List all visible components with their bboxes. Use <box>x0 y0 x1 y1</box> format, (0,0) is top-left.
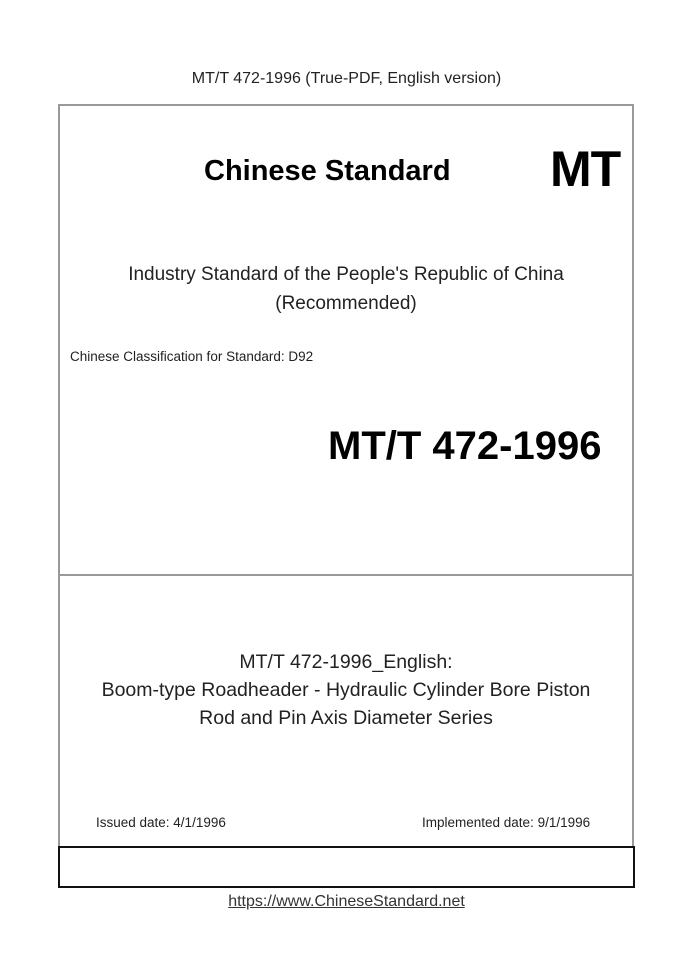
cover-title: Chinese Standard <box>204 155 451 187</box>
document-header: MT/T 472-1996 (True-PDF, English version) <box>191 70 502 87</box>
industry-statement <box>58 260 634 318</box>
standard-badge: MT <box>550 141 621 197</box>
classification-label: Chinese Classification for Standard: D92 <box>70 349 314 364</box>
implemented-date: Implemented date: 9/1/1996 <box>422 815 591 830</box>
website-link[interactable]: https://www.ChineseStandard.net <box>228 893 465 910</box>
industry-line: Industry Standard of the People's Republic of China <box>128 264 564 285</box>
document-title-line: MT/T 472-1996_English: <box>239 651 453 673</box>
issued-date: Issued date: 4/1/1996 <box>96 815 226 830</box>
cover-divider <box>58 574 634 576</box>
recommended-label: (Recommended) <box>275 293 417 314</box>
cover-footer-box <box>58 846 635 888</box>
document-title <box>58 648 634 732</box>
document-title-line: Rod and Pin Axis Diameter Series <box>199 707 493 729</box>
document-title-line: Boom-type Roadheader - Hydraulic Cylinder Bore Piston <box>101 679 591 701</box>
standard-number: MT/T 472-1996 <box>328 424 602 468</box>
cover-frame <box>58 104 634 846</box>
footer <box>0 893 693 911</box>
